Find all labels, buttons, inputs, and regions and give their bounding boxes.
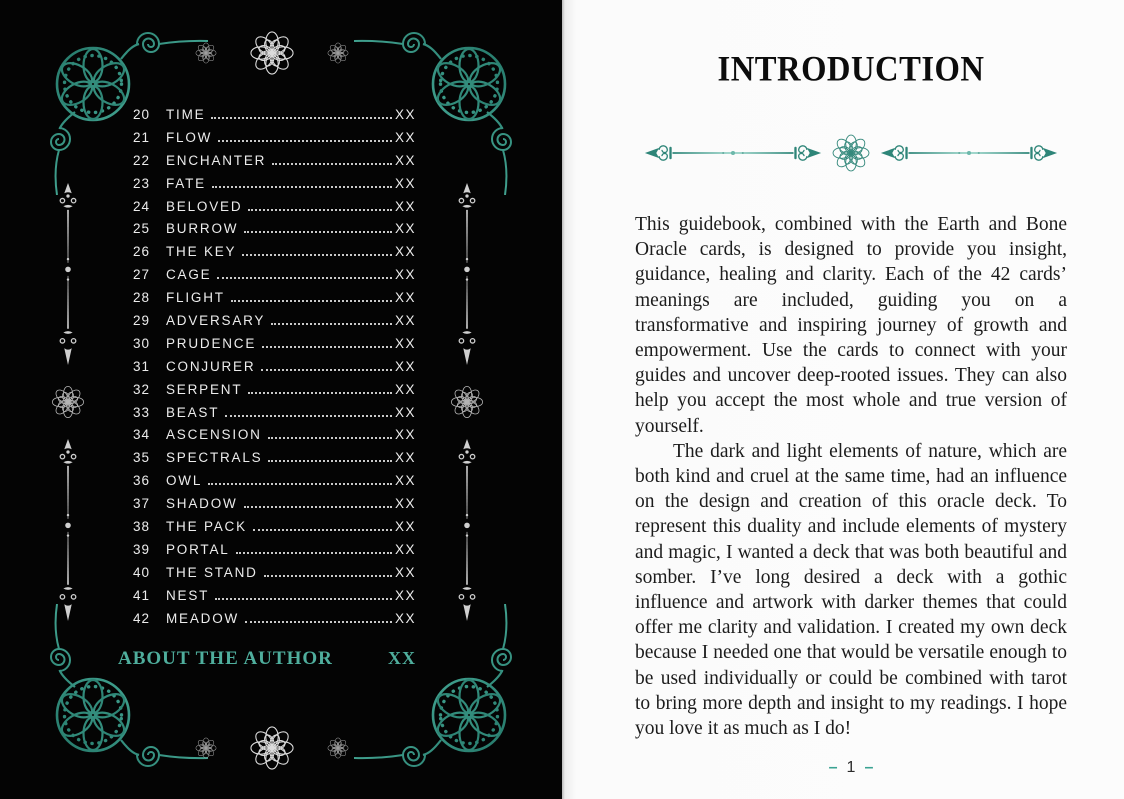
right-side-ornament-column (449, 180, 485, 624)
top-center-ornament (0, 24, 553, 82)
toc-row (118, 473, 416, 496)
toc-row (118, 496, 416, 519)
toc-entry-title: CAGE (166, 267, 212, 283)
introduction-content (562, 0, 1124, 741)
toc-row (118, 519, 416, 542)
toc-dot-leader (271, 323, 392, 325)
toc-row (118, 267, 416, 290)
toc-row (118, 176, 416, 199)
toc-entry-number: 20 (132, 107, 150, 122)
toc-dot-leader (217, 277, 392, 279)
about-the-author-row (118, 648, 416, 670)
toc-entry-number: 23 (132, 175, 150, 191)
toc-entry-page: XX (394, 198, 416, 214)
toc-entry-number: 38 (132, 519, 150, 535)
toc-dot-leader (208, 483, 392, 485)
spear-ornament-icon (454, 436, 480, 624)
toc-entry-number: 25 (132, 221, 150, 237)
toc-dot-leader (215, 598, 392, 600)
toc-entry-title: BURROW (166, 221, 239, 237)
introduction-body (635, 212, 1067, 741)
about-the-author-label: ABOUT THE AUTHOR (118, 648, 333, 669)
toc-entry-page: XX (394, 335, 416, 351)
toc-dot-leader (253, 529, 392, 531)
toc-row (118, 588, 416, 611)
toc-entry-title: MEADOW (166, 610, 240, 626)
arrow-fleur-divider-icon (644, 136, 822, 170)
lotus-flower-icon (447, 382, 487, 422)
toc-list (118, 107, 416, 633)
toc-entry-page: XX (394, 381, 416, 397)
toc-entry-page: XX (394, 267, 416, 283)
toc-entry-number: 42 (132, 610, 150, 626)
arrow-fleur-divider-icon (880, 136, 1058, 170)
lotus-flower-icon (48, 382, 88, 422)
toc-entry-page: XX (394, 427, 416, 443)
ornamental-divider (635, 130, 1067, 176)
toc-entry-page: XX (394, 313, 416, 329)
toc-entry-number: 33 (132, 404, 150, 420)
toc-dot-leader (225, 415, 392, 417)
about-the-author-page: XX (388, 648, 416, 668)
toc-entry-number: 35 (132, 450, 150, 466)
toc-dot-leader (248, 209, 392, 211)
toc-row (118, 359, 416, 382)
toc-row (118, 153, 416, 176)
toc-row (118, 244, 416, 267)
intro-paragraph-1: This guidebook, combined with the Earth and Bone Oracle cards, is designed to provide you insight, guidance, healing and clarity. Each of the 42 cards’ meanings are included, guiding you on a transformative and inspiring journey of growth and empowerment. Use the cards to connect with your guides and uncover deep-rooted issues. They can also help you accept the most whole and true version of yourself. (635, 214, 1067, 437)
toc-row (118, 405, 416, 428)
toc-row (118, 199, 416, 222)
toc-entry-number: 29 (132, 313, 150, 329)
toc-entry-number: 37 (132, 496, 150, 512)
toc-dot-leader (242, 254, 392, 256)
toc-entry-title: THE STAND (166, 564, 258, 580)
toc-entry-title: NEST (166, 587, 210, 603)
toc-entry-page: XX (394, 129, 416, 145)
page-title: INTRODUCTION (717, 49, 985, 90)
toc-entry-number: 40 (132, 564, 150, 580)
page-number-dash: – (864, 759, 874, 776)
toc-entry-page: XX (394, 610, 416, 626)
toc-entry-title: FLIGHT (166, 290, 225, 306)
toc-entry-number: 30 (132, 335, 150, 351)
toc-entry-page: XX (394, 541, 416, 557)
toc-entry-number: 24 (132, 198, 150, 214)
toc-entry-title: SHADOW (166, 496, 238, 512)
toc-entry-number: 39 (132, 541, 150, 557)
spear-ornament-icon (55, 180, 81, 368)
spear-ornament-icon (55, 436, 81, 624)
toc-dot-leader (248, 392, 392, 394)
toc-row (118, 450, 416, 473)
toc-entry-page: XX (394, 587, 416, 603)
toc-dot-leader (245, 621, 392, 623)
toc-entry-number: 28 (132, 290, 150, 306)
page-number (635, 759, 1067, 777)
toc-entry-page: XX (394, 450, 416, 466)
toc-row (118, 313, 416, 336)
toc-dot-leader (268, 460, 392, 462)
page-number-dash: – (828, 759, 838, 776)
toc-entry-page: XX (394, 564, 416, 580)
toc-entry-title: THE KEY (166, 244, 237, 260)
small-lotus-flower-icon (193, 735, 219, 761)
toc-entry-page: XX (394, 107, 416, 122)
toc-entry-title: THE PACK (166, 519, 247, 535)
toc-entry-number: 21 (132, 129, 150, 145)
toc-entry-page: XX (394, 175, 416, 191)
small-lotus-flower-icon (325, 40, 351, 66)
toc-dot-leader (272, 163, 392, 165)
introduction-page (562, 0, 1124, 799)
toc-entry-title: PRUDENCE (166, 335, 257, 351)
toc-entry-title: ADVERSARY (166, 313, 266, 329)
toc-dot-leader (211, 117, 392, 119)
toc-entry-number: 22 (132, 152, 150, 168)
toc-entry-page: XX (394, 221, 416, 237)
toc-entry-title: OWL (166, 473, 203, 489)
toc-entry-page: XX (394, 244, 416, 260)
toc-entry-page: XX (394, 152, 416, 168)
toc-row (118, 427, 416, 450)
toc-dot-leader (212, 186, 392, 188)
toc-dot-leader (268, 437, 392, 439)
toc-entry-number: 34 (132, 427, 150, 443)
toc-row (118, 107, 416, 130)
large-lotus-flower-icon (245, 26, 299, 80)
bottom-center-ornament (0, 719, 553, 777)
toc-entry-page: XX (394, 496, 416, 512)
toc-entry-title: BEAST (166, 404, 220, 420)
lotus-flower-icon (828, 130, 874, 176)
toc-entry-number: 36 (132, 473, 150, 489)
toc-row (118, 565, 416, 588)
toc-dot-leader (218, 140, 392, 142)
small-lotus-flower-icon (193, 40, 219, 66)
toc-entry-number: 27 (132, 267, 150, 283)
toc-entry-title: SPECTRALS (166, 450, 263, 466)
toc-entry-title: SERPENT (166, 381, 243, 397)
toc-entry-title: BELOVED (166, 198, 243, 214)
toc-dot-leader (261, 369, 392, 371)
toc-entry-number: 31 (132, 358, 150, 374)
toc-row (118, 336, 416, 359)
toc-dot-leader (231, 300, 392, 302)
toc-entry-page: XX (394, 473, 416, 489)
toc-entry-title: TIME (166, 107, 206, 122)
toc-dot-leader (262, 346, 392, 348)
toc-entry-title: FATE (166, 175, 206, 191)
toc-row (118, 221, 416, 244)
toc-row (118, 542, 416, 565)
toc-entry-page: XX (394, 404, 416, 420)
toc-dot-leader (244, 231, 392, 233)
toc-dot-leader (236, 552, 392, 554)
toc-entry-page: XX (394, 290, 416, 306)
toc-entry-title: PORTAL (166, 541, 230, 557)
toc-row (118, 130, 416, 153)
small-lotus-flower-icon (325, 735, 351, 761)
toc-entry-number: 26 (132, 244, 150, 260)
toc-entry-title: ENCHANTER (166, 152, 267, 168)
toc-entry-title: FLOW (166, 129, 213, 145)
toc-entry-title: CONJURER (166, 358, 256, 374)
left-side-ornament-column (50, 180, 86, 624)
spear-ornament-icon (454, 180, 480, 368)
toc-row (118, 290, 416, 313)
page-number-value: 1 (846, 759, 856, 776)
toc-entry-page: XX (394, 519, 416, 535)
intro-paragraph-2: The dark and light elements of nature, which are both kind and cruel at the same time, had an influence on the design and creation of this oracle deck. To represent this duality and include elements of mystery and magic, I wanted a deck that was both beautiful and somber. I’ve long desired a deck with a gothic influence and artwork with darker themes that could offer me clarity and validation. I created my own deck because I needed one that would be versatile enough to be used individually or could be combined with tarot to bring more depth and insight to my readings. I hope you love it as much as I do! (635, 440, 1067, 740)
toc-row (118, 611, 416, 634)
large-lotus-flower-icon (245, 721, 299, 775)
toc-dot-leader (244, 506, 392, 508)
toc-entry-page: XX (394, 358, 416, 374)
toc-row (118, 382, 416, 405)
toc-dot-leader (264, 575, 392, 577)
toc-entry-number: 32 (132, 381, 150, 397)
toc-entry-title: ASCENSION (166, 427, 262, 443)
toc-entry-number: 41 (132, 587, 150, 603)
